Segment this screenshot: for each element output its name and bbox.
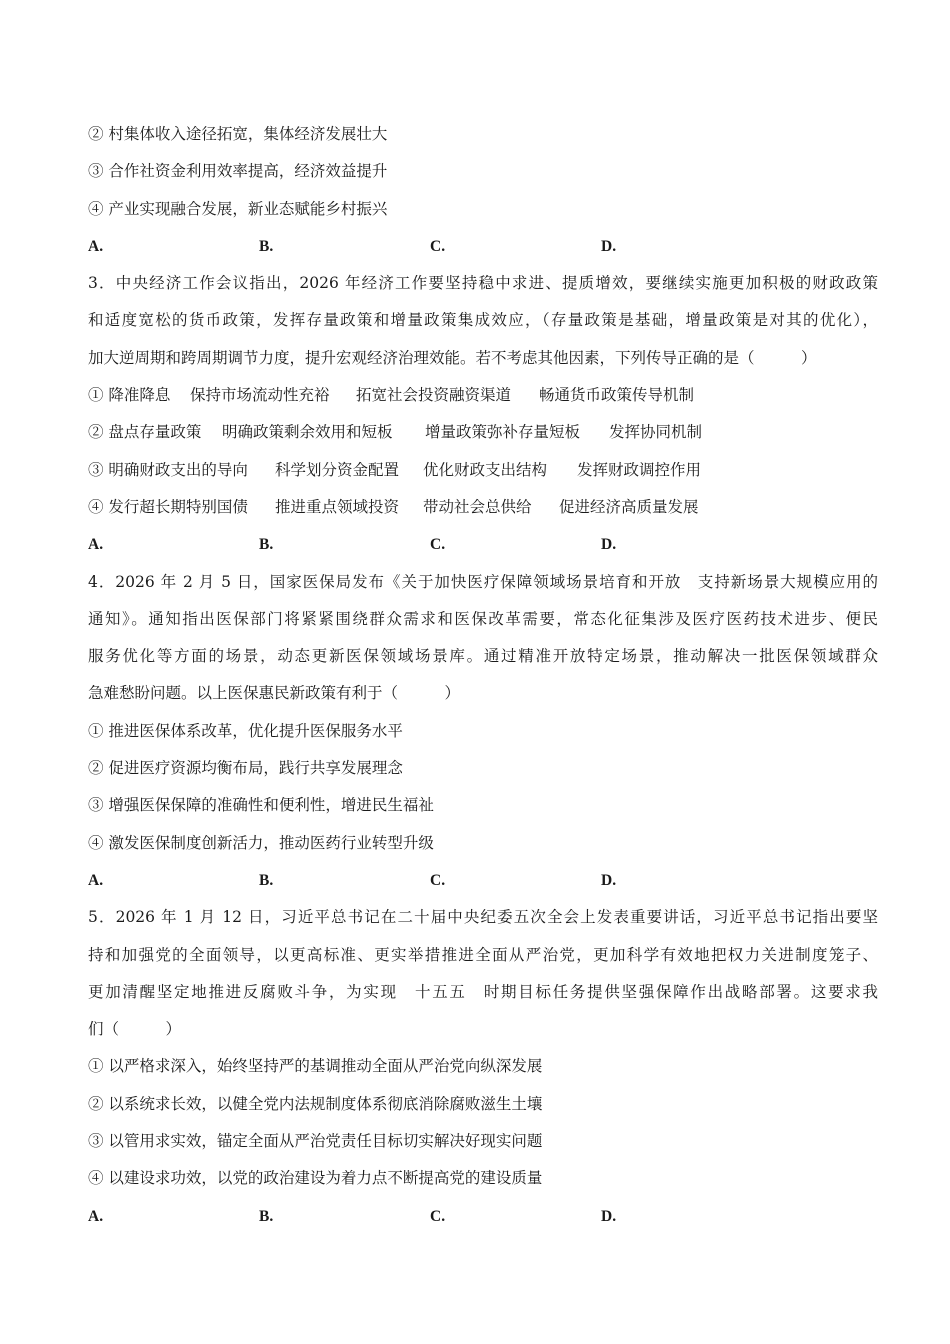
q2-option-4: ④ 产业实现融合发展，新业态赋能乡村振兴	[88, 199, 388, 218]
answer-d[interactable]: D.	[601, 1207, 617, 1225]
q3-option-2-step: 增量政策弥补存量短板	[425, 423, 581, 442]
answer-d[interactable]: D.	[601, 871, 617, 889]
question-2	[88, 116, 878, 265]
question-3	[88, 265, 878, 563]
q3-stem-line: 加大逆周期和跨周期调节力度，提升宏观经济治理效能。若不考虑其他因素，下列传导正确的是（ ）	[88, 348, 817, 367]
q3-option-2-step: 明确政策剩余效用和短板	[222, 423, 393, 442]
q3-option-1-step: ① 降准降息	[88, 386, 171, 405]
q3-option-1-step: 拓宽社会投资融资渠道	[356, 386, 512, 405]
answer-c[interactable]: C.	[430, 237, 446, 255]
answer-d[interactable]: D.	[601, 237, 617, 255]
answer-b[interactable]: B.	[259, 1207, 274, 1225]
question-5	[88, 899, 878, 1235]
q4-option-4: ④ 激发医保制度创新活力，推动医药行业转型升级	[88, 833, 434, 852]
q3-option-3-step: 科学划分资金配置	[275, 460, 400, 479]
q3-option-4-step: 促进经济高质量发展	[559, 497, 699, 516]
q5-stem-line: 们（ ）	[88, 1020, 182, 1039]
answer-a[interactable]: A.	[88, 237, 104, 255]
answer-a[interactable]: A.	[88, 536, 104, 554]
answer-c[interactable]: C.	[430, 1207, 446, 1225]
q4-stem-line: 通知》。通知指出医保部门将紧紧围绕群众需求和医保改革需要，常态化征集涉及医疗医药技术进步、便民	[88, 609, 878, 628]
q3-option-2-step: ② 盘点存量政策	[88, 423, 202, 442]
q2-option-2: ② 村集体收入途径拓宽，集体经济发展壮大	[88, 125, 388, 143]
q2-answer-choices	[88, 228, 878, 265]
answer-b[interactable]: B.	[259, 536, 274, 554]
answer-a[interactable]: A.	[88, 871, 104, 889]
q5-option-1: ① 以严格求深入，始终坚持严的基调推动全面从严治党向纵深发展	[88, 1057, 543, 1076]
answer-d[interactable]: D.	[601, 536, 617, 554]
q3-option-3-step: 优化财政支出结构	[423, 460, 548, 479]
question-4	[88, 564, 878, 900]
q3-option-2	[88, 414, 878, 451]
q5-option-2: ② 以系统求长效，以健全党内法规制度体系彻底消除腐败滋生土壤	[88, 1094, 543, 1113]
q5-stem-line: 5．2026 年 1 月 12 日，习近平总书记在二十届中央纪委五次全会上发表重要讲话，习近平总书记指出要坚	[88, 908, 878, 927]
q3-option-3	[88, 452, 878, 489]
q5-stem-line: 更加清醒坚定地推进反腐败斗争，为实现 十五五 时期目标任务提供坚强保障作出战略部署。这要求我	[88, 982, 878, 1001]
q4-option-3: ③ 增强医保保障的准确性和便利性，增进民生福祉	[88, 796, 434, 815]
q4-stem-line: 4．2026 年 2 月 5 日，国家医保局发布《关于加快医疗保障领域场景培育和开放 支持新场景大规模应用的	[88, 572, 878, 591]
q4-option-2: ② 促进医疗资源均衡布局，践行共享发展理念	[88, 759, 403, 778]
q4-stem-line: 急难愁盼问题。以上医保惠民新政策有利于（ ）	[88, 684, 461, 703]
q3-option-4-step: ④ 发行超长期特别国债	[88, 497, 248, 516]
q2-option-3: ③ 合作社资金利用效率提高，经济效益提升	[88, 162, 388, 181]
q3-option-3-step: 发挥财政调控作用	[577, 460, 702, 479]
q3-option-1-step: 保持市场流动性充裕	[190, 386, 330, 405]
q4-stem-line: 服务优化等方面的场景，动态更新医保领域场景库。通过精准开放特定场景，推动解决一批医保领域群众	[88, 647, 878, 666]
answer-b[interactable]: B.	[259, 871, 274, 889]
q3-option-3-step: ③ 明确财政支出的导向	[88, 460, 248, 479]
q3-option-4-step: 推进重点领域投资	[275, 497, 400, 516]
answer-b[interactable]: B.	[259, 237, 274, 255]
q5-answer-choices	[88, 1198, 878, 1235]
q3-option-2-step: 发挥协同机制	[609, 423, 703, 442]
exam-page	[88, 116, 878, 1235]
q5-option-3: ③ 以管用求实效，锚定全面从严治党责任目标切实解决好现实问题	[88, 1132, 543, 1151]
q3-stem-line: 和适度宽松的货币政策，发挥存量政策和增量政策集成效应，（存量政策是基础，增量政策是对其的优化），	[88, 311, 878, 330]
q3-option-4	[88, 489, 878, 526]
q3-option-4-step: 带动社会总供给	[423, 497, 532, 516]
q3-option-1	[88, 377, 878, 414]
q4-answer-choices	[88, 862, 878, 899]
q4-option-1: ① 推进医保体系改革，优化提升医保服务水平	[88, 721, 403, 740]
q5-stem-line: 持和加强党的全面领导，以更高标准、更实举措推进全面从严治党，更加科学有效地把权力关进制度笼子、	[88, 945, 878, 964]
answer-c[interactable]: C.	[430, 536, 446, 554]
answer-c[interactable]: C.	[430, 871, 446, 889]
q5-option-4: ④ 以建设求功效，以党的政治建设为着力点不断提高党的建设质量	[88, 1169, 543, 1188]
q3-option-1-step: 畅通货币政策传导机制	[539, 386, 695, 405]
answer-a[interactable]: A.	[88, 1207, 104, 1225]
q3-answer-choices	[88, 526, 878, 563]
q3-stem-line: 3．中央经济工作会议指出，2026 年经济工作要坚持稳中求进、提质增效，要继续实施更加积极的财政政策	[88, 274, 878, 293]
